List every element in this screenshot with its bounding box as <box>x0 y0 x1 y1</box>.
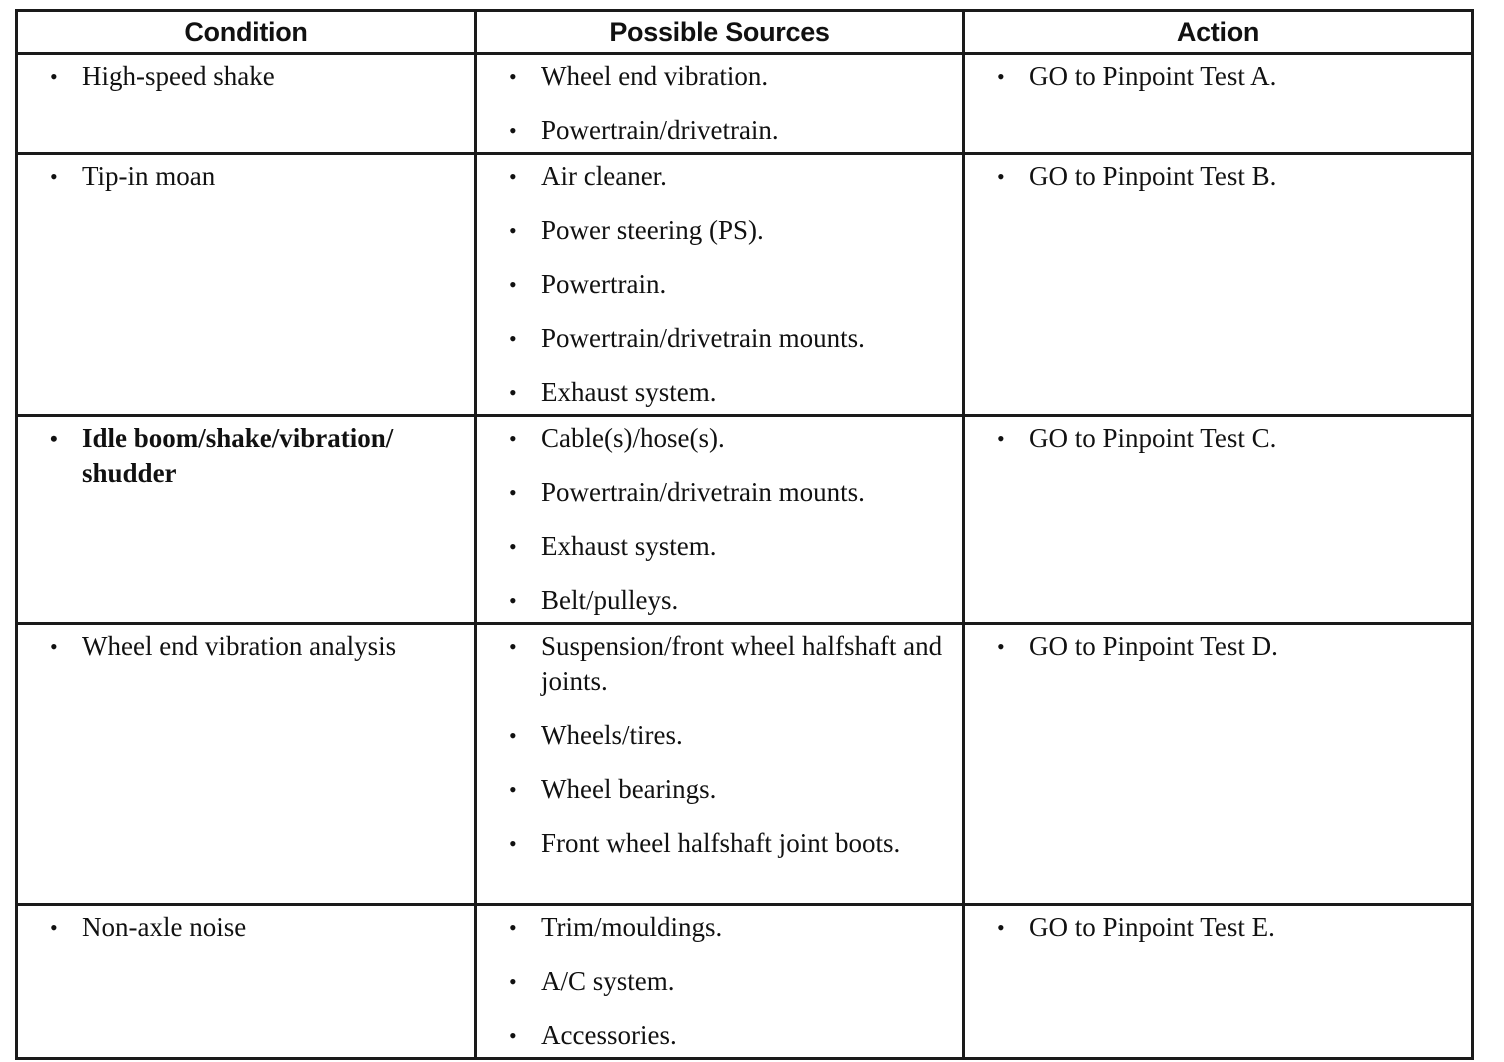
source-text: Air cleaner. <box>541 161 667 191</box>
list-item <box>477 910 962 945</box>
list-item <box>477 475 962 510</box>
source-text: Trim/mouldings. <box>541 912 723 942</box>
list-item <box>18 629 474 664</box>
list-item <box>477 529 962 564</box>
list-item <box>18 910 474 945</box>
source-text: Power steering (PS). <box>541 215 764 245</box>
condition-text: Wheel end vibration analysis <box>82 631 397 661</box>
sources-cell <box>476 54 964 154</box>
list-item <box>477 59 962 94</box>
list-item <box>477 375 962 410</box>
source-text: Powertrain/drivetrain mounts. <box>541 477 865 507</box>
bullet-icon: • <box>997 634 1005 659</box>
table-row <box>17 905 1473 1059</box>
action-text: GO to Pinpoint Test B. <box>1029 161 1277 191</box>
list-item <box>477 718 962 753</box>
source-text: Wheel end vibration. <box>541 61 769 91</box>
source-text: A/C system. <box>541 966 675 996</box>
list-item <box>18 421 474 491</box>
sources-cell <box>476 416 964 624</box>
action-text: GO to Pinpoint Test D. <box>1029 631 1278 661</box>
bullet-icon: • <box>509 1023 517 1048</box>
action-text: GO to Pinpoint Test A. <box>1029 61 1277 91</box>
bullet-icon: • <box>509 326 517 351</box>
bullet-icon: • <box>509 723 517 748</box>
sources-cell <box>476 624 964 905</box>
list-item <box>477 1018 962 1053</box>
bullet-icon: • <box>509 777 517 802</box>
bullet-icon: • <box>997 915 1005 940</box>
list-item <box>965 59 1471 94</box>
bullet-icon: • <box>509 118 517 143</box>
diagnosis-table <box>15 9 1474 1060</box>
bullet-icon: • <box>509 64 517 89</box>
list-item <box>477 213 962 248</box>
condition-text: High-speed shake <box>82 61 275 91</box>
condition-text: Idle boom/shake/vibration/ shudder <box>82 423 394 488</box>
action-cell <box>964 54 1473 154</box>
action-cell <box>964 154 1473 416</box>
action-cell <box>964 624 1473 905</box>
header-condition: Condition <box>17 11 476 54</box>
bullet-icon: • <box>509 634 517 659</box>
condition-cell <box>17 154 476 416</box>
bullet-icon: • <box>997 64 1005 89</box>
bullet-icon: • <box>509 272 517 297</box>
list-item <box>965 159 1471 194</box>
bullet-icon: • <box>50 64 58 89</box>
condition-text: Non-axle noise <box>82 912 247 942</box>
list-item <box>477 583 962 618</box>
bullet-icon: • <box>509 426 517 451</box>
condition-cell <box>17 54 476 154</box>
bullet-icon: • <box>509 218 517 243</box>
source-text: Powertrain/drivetrain. <box>541 115 779 145</box>
list-item <box>477 113 962 148</box>
source-text: Powertrain. <box>541 269 667 299</box>
list-item <box>965 421 1471 456</box>
bullet-icon: • <box>50 915 58 940</box>
source-text: Wheels/tires. <box>541 720 683 750</box>
table-row <box>17 624 1473 905</box>
source-text: Exhaust system. <box>541 377 717 407</box>
list-item <box>477 826 962 861</box>
bullet-icon: • <box>509 831 517 856</box>
header-possible-sources: Possible Sources <box>476 11 964 54</box>
table-row <box>17 416 1473 624</box>
condition-cell <box>17 416 476 624</box>
action-cell <box>964 905 1473 1059</box>
condition-cell <box>17 905 476 1059</box>
header-row <box>17 11 1473 54</box>
list-item <box>477 629 962 699</box>
source-text: Powertrain/drivetrain mounts. <box>541 323 865 353</box>
action-text: GO to Pinpoint Test C. <box>1029 423 1277 453</box>
sources-cell <box>476 905 964 1059</box>
source-text: Suspension/front wheel halfshaft and joints. <box>541 631 943 696</box>
bullet-icon: • <box>509 380 517 405</box>
list-item <box>477 964 962 999</box>
bullet-icon: • <box>997 164 1005 189</box>
condition-cell <box>17 624 476 905</box>
bullet-icon: • <box>997 426 1005 451</box>
bullet-icon: • <box>509 915 517 940</box>
action-cell <box>964 416 1473 624</box>
list-item <box>477 159 962 194</box>
list-item <box>477 321 962 356</box>
source-text: Accessories. <box>541 1020 677 1050</box>
list-item <box>477 421 962 456</box>
list-item <box>965 629 1471 664</box>
header-action: Action <box>964 11 1473 54</box>
source-text: Front wheel halfshaft joint boots. <box>541 828 901 858</box>
bullet-icon: • <box>50 634 58 659</box>
source-text: Exhaust system. <box>541 531 717 561</box>
list-item <box>18 59 474 94</box>
list-item <box>18 159 474 194</box>
table-row <box>17 154 1473 416</box>
bullet-icon: • <box>509 534 517 559</box>
bullet-icon: • <box>509 480 517 505</box>
bullet-icon: • <box>509 969 517 994</box>
table-row <box>17 54 1473 154</box>
bullet-icon: • <box>50 164 58 189</box>
source-text: Wheel bearings. <box>541 774 717 804</box>
list-item <box>965 910 1471 945</box>
source-text: Cable(s)/hose(s). <box>541 423 725 453</box>
sources-cell <box>476 154 964 416</box>
action-text: GO to Pinpoint Test E. <box>1029 912 1275 942</box>
bullet-icon: • <box>50 426 58 451</box>
condition-text: Tip-in moan <box>82 161 216 191</box>
list-item <box>477 772 962 807</box>
list-item <box>477 267 962 302</box>
bullet-icon: • <box>509 164 517 189</box>
source-text: Belt/pulleys. <box>541 585 679 615</box>
bullet-icon: • <box>509 588 517 613</box>
